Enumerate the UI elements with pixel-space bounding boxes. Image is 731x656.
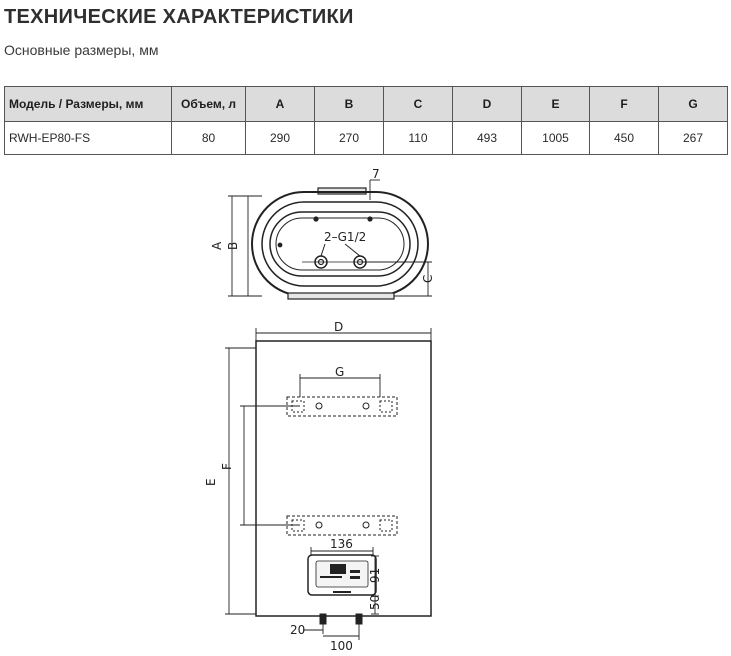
cell-volume: 80 <box>172 122 246 155</box>
screw-icon <box>368 217 372 221</box>
header-d: D <box>453 87 522 122</box>
header-f: F <box>590 87 659 122</box>
mount-plate-outline <box>270 212 410 276</box>
dim-d-label: D <box>334 320 344 334</box>
header-e: E <box>522 87 590 122</box>
screw-icon <box>314 217 318 221</box>
dim-91-label: 91 <box>368 567 382 583</box>
cell-e: 1005 <box>522 122 590 155</box>
page-title: ТЕХНИЧЕСКИЕ ХАРАКТЕРИСТИКИ <box>4 6 354 28</box>
header-a: A <box>246 87 315 122</box>
dim-g-label: G <box>335 365 345 379</box>
cell-g: 267 <box>659 122 728 155</box>
pipe-thread-label: 2–G1/2 <box>324 230 367 244</box>
header-g: G <box>659 87 728 122</box>
dim-b-label: B <box>226 241 240 250</box>
header-model: Модель / Размеры, мм <box>5 87 172 122</box>
dim-a-label: A <box>210 241 224 250</box>
cell-f: 450 <box>590 122 659 155</box>
dim-c-label: C <box>421 274 435 283</box>
page-subtitle: Основные размеры, мм <box>4 42 159 58</box>
front-view <box>256 341 431 624</box>
dim-50-label: 50 <box>368 594 382 610</box>
cell-d: 493 <box>453 122 522 155</box>
dim-100-label: 100 <box>330 639 353 653</box>
cell-a: 290 <box>246 122 315 155</box>
header-b: B <box>315 87 384 122</box>
dim-136-label: 136 <box>330 537 353 551</box>
bottom-foot <box>288 293 394 299</box>
header-volume: Объем, л <box>172 87 246 122</box>
header-c: C <box>384 87 453 122</box>
screw-icon <box>278 243 282 247</box>
tank-inner-outline <box>262 202 418 286</box>
cell-b: 270 <box>315 122 384 155</box>
dim-f-label: F <box>220 463 234 470</box>
dim-e-label: E <box>204 478 218 486</box>
display-digits-icon <box>330 564 346 574</box>
cell-c: 110 <box>384 122 453 155</box>
dim-20-label: 20 <box>290 623 306 637</box>
dim-7-label: 7 <box>372 167 380 181</box>
cell-model: RWH-EP80-FS <box>5 122 172 155</box>
